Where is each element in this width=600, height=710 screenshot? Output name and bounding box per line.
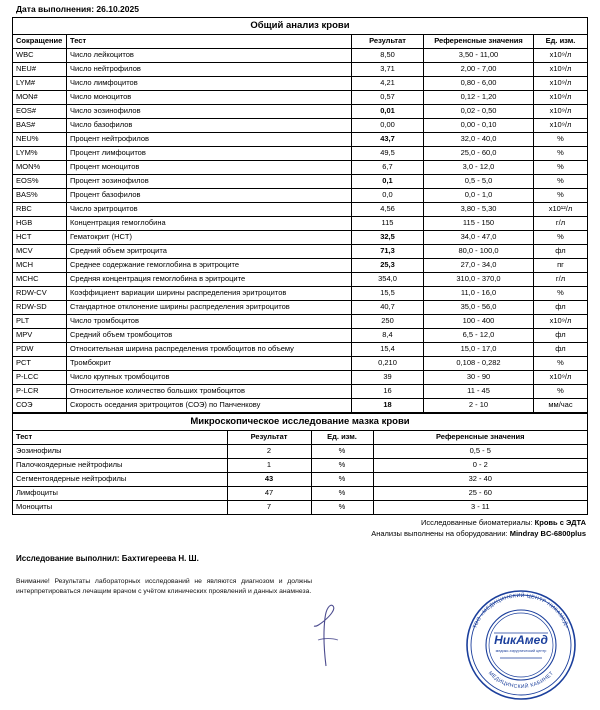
row-test: Относительное количество больших тромбоцитов xyxy=(67,385,352,399)
column-header-reference: Референсные значения xyxy=(424,35,534,49)
row-reference: 0 - 2 xyxy=(373,459,588,473)
row-test: Стандартное отклонение ширины распределения эритроцитов xyxy=(67,301,352,315)
row-result: 43,7 xyxy=(352,133,424,147)
row-unit: г/л xyxy=(534,273,588,287)
row-abbr: NEU# xyxy=(13,63,67,77)
row-abbr: MPV xyxy=(13,329,67,343)
row-result: 71,3 xyxy=(352,245,424,259)
column-header-unit: Ед. изм. xyxy=(534,35,588,49)
table-row xyxy=(13,343,588,357)
table-row xyxy=(13,217,588,231)
row-reference: 0,02 - 0,50 xyxy=(424,105,534,119)
row-reference: 27,0 - 34,0 xyxy=(424,259,534,273)
row-reference: 6,5 - 12,0 xyxy=(424,329,534,343)
row-unit: % xyxy=(534,357,588,371)
row-unit: х10⁹/л xyxy=(534,63,588,77)
table-row xyxy=(13,357,588,371)
row-test: Относительная ширина распределения тромбоцитов по объему xyxy=(67,343,352,357)
row-test: Сегментоядерные нейтрофилы xyxy=(13,473,228,487)
row-unit: % xyxy=(534,161,588,175)
row-unit: % xyxy=(534,231,588,245)
row-unit: % xyxy=(534,175,588,189)
table-row xyxy=(13,133,588,147)
table-row xyxy=(13,259,588,273)
row-abbr: MCH xyxy=(13,259,67,273)
row-abbr: LYM# xyxy=(13,77,67,91)
table-row xyxy=(13,147,588,161)
row-abbr: BAS# xyxy=(13,119,67,133)
row-test: Средняя концентрация гемоглобина в эритроците xyxy=(67,273,352,287)
row-result: 15,5 xyxy=(352,287,424,301)
row-abbr: BAS% xyxy=(13,189,67,203)
row-unit: х10⁹/л xyxy=(534,77,588,91)
table-row xyxy=(13,203,588,217)
row-result: 18 xyxy=(352,399,424,413)
svg-text:медико-хирургический центр: медико-хирургический центр xyxy=(495,649,547,653)
row-result: 0,0 xyxy=(352,189,424,203)
row-unit: фл xyxy=(534,343,588,357)
row-test: Моноциты xyxy=(13,501,228,515)
row-unit: % xyxy=(311,501,373,515)
row-reference: 0,5 - 5 xyxy=(373,445,588,459)
row-reference: 0,80 - 6,00 xyxy=(424,77,534,91)
row-abbr: EOS% xyxy=(13,175,67,189)
table-row xyxy=(13,105,588,119)
column-header-test: Тест xyxy=(67,35,352,49)
table-row xyxy=(13,329,588,343)
table-row xyxy=(13,119,588,133)
row-unit: х10¹²/л xyxy=(534,203,588,217)
row-reference: 30 - 90 xyxy=(424,371,534,385)
table-row xyxy=(13,301,588,315)
row-reference: 2 - 10 xyxy=(424,399,534,413)
row-reference: 3,0 - 12,0 xyxy=(424,161,534,175)
table-row xyxy=(13,161,588,175)
table-header-row xyxy=(13,431,588,445)
table-row xyxy=(13,385,588,399)
row-unit: х10⁹/л xyxy=(534,49,588,63)
biomaterial-line xyxy=(12,518,586,529)
signature xyxy=(308,600,348,670)
row-result: 250 xyxy=(352,315,424,329)
row-reference: 0,0 - 1,0 xyxy=(424,189,534,203)
row-result: 40,7 xyxy=(352,301,424,315)
row-unit: % xyxy=(311,445,373,459)
row-abbr: RDW-SD xyxy=(13,301,67,315)
table-row xyxy=(13,487,588,501)
row-test: Число лимфоцитов xyxy=(67,77,352,91)
table-row xyxy=(13,189,588,203)
row-reference: 0,108 - 0,282 xyxy=(424,357,534,371)
row-unit: % xyxy=(311,473,373,487)
row-result: 4,21 xyxy=(352,77,424,91)
row-result: 39 xyxy=(352,371,424,385)
row-abbr: RBC xyxy=(13,203,67,217)
row-unit: % xyxy=(311,487,373,501)
row-result: 1 xyxy=(227,459,311,473)
row-unit: х10⁹/л xyxy=(534,371,588,385)
row-unit: % xyxy=(534,133,588,147)
table-row xyxy=(13,459,588,473)
table-row xyxy=(13,49,588,63)
row-result: 25,3 xyxy=(352,259,424,273)
row-unit: фл xyxy=(534,301,588,315)
table-row xyxy=(13,501,588,515)
signature-icon xyxy=(308,600,348,670)
column-header-result: Результат xyxy=(352,35,424,49)
row-test: Среднее содержание гемоглобина в эритроците xyxy=(67,259,352,273)
row-unit: г/л xyxy=(534,217,588,231)
biomaterial-value: Кровь с ЭДТА xyxy=(534,518,586,527)
smear-analysis-title: Микроскопическое исследование мазка крови xyxy=(12,413,588,430)
svg-text:ТОО «МЕДИЦИНСКИЙ ЦЕНТР НИКАМЕД: ТОО «МЕДИЦИНСКИЙ ЦЕНТР НИКАМЕД» xyxy=(472,592,570,630)
row-test: Процент нейтрофилов xyxy=(67,133,352,147)
row-unit: фл xyxy=(534,329,588,343)
row-test: Число лейкоцитов xyxy=(67,49,352,63)
svg-text:НикАмед: НикАмед xyxy=(494,633,548,647)
row-result: 43 xyxy=(227,473,311,487)
row-abbr: MON% xyxy=(13,161,67,175)
row-unit: фл xyxy=(534,245,588,259)
row-reference: 34,0 - 47,0 xyxy=(424,231,534,245)
row-test: Процент моноцитов xyxy=(67,161,352,175)
row-reference: 32 - 40 xyxy=(373,473,588,487)
svg-text:МЕДИЦИНСКИЙ КАБИНЕТ: МЕДИЦИНСКИЙ КАБИНЕТ xyxy=(486,670,556,691)
row-result: 49,5 xyxy=(352,147,424,161)
row-unit: % xyxy=(534,189,588,203)
row-abbr: P-LCC xyxy=(13,371,67,385)
row-unit: х10⁹/л xyxy=(534,91,588,105)
row-test: Лимфоциты xyxy=(13,487,228,501)
table-row xyxy=(13,371,588,385)
column-header-reference: Референсные значения xyxy=(373,431,588,445)
row-reference: 2,00 - 7,00 xyxy=(424,63,534,77)
row-result: 115 xyxy=(352,217,424,231)
biomaterial-label: Исследованные биоматериалы: xyxy=(421,518,533,527)
row-abbr: PCT xyxy=(13,357,67,371)
blood-analysis-title: Общий анализ крови xyxy=(12,17,588,34)
row-reference: 80,0 - 100,0 xyxy=(424,245,534,259)
row-reference: 11,0 - 16,0 xyxy=(424,287,534,301)
column-header-result: Результат xyxy=(227,431,311,445)
table-row xyxy=(13,245,588,259)
row-abbr: СОЭ xyxy=(13,399,67,413)
equipment-value: Mindray BC-6800plus xyxy=(509,528,586,538)
table-row xyxy=(13,63,588,77)
row-reference: 32,0 - 40,0 xyxy=(424,133,534,147)
row-result: 47 xyxy=(227,487,311,501)
row-result: 8,50 xyxy=(352,49,424,63)
equipment-line xyxy=(12,529,586,540)
column-header-abbr: Сокращение xyxy=(13,35,67,49)
row-test: Число тромбоцитов xyxy=(67,315,352,329)
row-test: Эозинофилы xyxy=(13,445,228,459)
row-reference: 11 - 45 xyxy=(424,385,534,399)
row-abbr: NEU% xyxy=(13,133,67,147)
row-unit: х10⁹/л xyxy=(534,119,588,133)
row-result: 7 xyxy=(227,501,311,515)
row-result: 2 xyxy=(227,445,311,459)
table-row xyxy=(13,91,588,105)
row-test: Гематокрит (HCT) xyxy=(67,231,352,245)
organization-stamp xyxy=(456,586,586,704)
row-result: 0,210 xyxy=(352,357,424,371)
row-abbr: WBC xyxy=(13,49,67,63)
row-reference: 3,80 - 5,30 xyxy=(424,203,534,217)
table-row xyxy=(13,273,588,287)
execution-date: Дата выполнения: 26.10.2025 xyxy=(16,4,139,14)
row-result: 354,0 xyxy=(352,273,424,287)
row-abbr: HGB xyxy=(13,217,67,231)
row-unit: % xyxy=(534,385,588,399)
row-test: Средний объем тромбоцитов xyxy=(67,329,352,343)
row-test: Число крупных тромбоцитов xyxy=(67,371,352,385)
row-reference: 3,50 - 11,00 xyxy=(424,49,534,63)
equipment-label: Анализы выполнены на оборудовании: xyxy=(371,528,508,538)
table-row xyxy=(13,473,588,487)
table-row xyxy=(13,399,588,413)
row-abbr: RDW-CV xyxy=(13,287,67,301)
row-test: Коэффициент вариации ширины распределения эритроцитов xyxy=(67,287,352,301)
row-test: Средний объем эритроцита xyxy=(67,245,352,259)
row-abbr: MCV xyxy=(13,245,67,259)
row-result: 8,4 xyxy=(352,329,424,343)
row-reference: 15,0 - 17,0 xyxy=(424,343,534,357)
row-abbr: P-LCR xyxy=(13,385,67,399)
disclaimer-text: Внимание! Результаты лабораторных исследований не являются диагнозом и должны интерпретироваться лечащим врачом с учётом клинических проявлений и данных анамнеза. xyxy=(16,577,312,595)
row-abbr: LYM% xyxy=(13,147,67,161)
row-result: 32,5 xyxy=(352,231,424,245)
row-unit: % xyxy=(311,459,373,473)
row-abbr: HCT xyxy=(13,231,67,245)
row-reference: 0,5 - 5,0 xyxy=(424,175,534,189)
row-abbr: MON# xyxy=(13,91,67,105)
row-test: Скорость оседания эритроцитов (СОЭ) по Панченкову xyxy=(67,399,352,413)
table-row xyxy=(13,287,588,301)
row-unit: % xyxy=(534,287,588,301)
row-unit: х10⁹/л xyxy=(534,315,588,329)
row-test: Число моноцитов xyxy=(67,91,352,105)
table-row xyxy=(13,175,588,189)
table-row xyxy=(13,77,588,91)
row-result: 0,57 xyxy=(352,91,424,105)
column-header-test: Тест xyxy=(13,431,228,445)
row-result: 0,00 xyxy=(352,119,424,133)
row-abbr: MCHC xyxy=(13,273,67,287)
row-reference: 25,0 - 60,0 xyxy=(424,147,534,161)
blood-analysis-table xyxy=(12,34,588,413)
row-reference: 100 - 400 xyxy=(424,315,534,329)
row-result: 0,1 xyxy=(352,175,424,189)
row-test: Число эозинофилов xyxy=(67,105,352,119)
row-test: Процент лимфоцитов xyxy=(67,147,352,161)
row-unit: % xyxy=(534,147,588,161)
row-test: Палочкоядерные нейтрофилы xyxy=(13,459,228,473)
row-unit: мм/час xyxy=(534,399,588,413)
table-row xyxy=(13,315,588,329)
stamp-icon xyxy=(456,586,586,704)
row-reference: 35,0 - 56,0 xyxy=(424,301,534,315)
row-reference: 115 - 150 xyxy=(424,217,534,231)
row-unit: х10⁹/л xyxy=(534,105,588,119)
row-abbr: EOS# xyxy=(13,105,67,119)
performer-line: Исследование выполнил: Бахтигереева Н. Ш. xyxy=(16,553,199,563)
row-reference: 310,0 - 370,0 xyxy=(424,273,534,287)
smear-analysis-table xyxy=(12,430,588,515)
table-row xyxy=(13,445,588,459)
table-row xyxy=(13,231,588,245)
row-test: Число нейтрофилов xyxy=(67,63,352,77)
row-result: 15,4 xyxy=(352,343,424,357)
row-test: Тромбокрит xyxy=(67,357,352,371)
row-result: 6,7 xyxy=(352,161,424,175)
row-reference: 3 - 11 xyxy=(373,501,588,515)
row-result: 0,01 xyxy=(352,105,424,119)
row-test: Концентрация гемоглобина xyxy=(67,217,352,231)
row-abbr: PLT xyxy=(13,315,67,329)
row-test: Процент базофилов xyxy=(67,189,352,203)
row-test: Число эритроцитов xyxy=(67,203,352,217)
row-abbr: PDW xyxy=(13,343,67,357)
row-result: 3,71 xyxy=(352,63,424,77)
column-header-unit: Ед. изм. xyxy=(311,431,373,445)
row-reference: 0,12 - 1,20 xyxy=(424,91,534,105)
row-reference: 0,00 - 0,10 xyxy=(424,119,534,133)
row-test: Число базофилов xyxy=(67,119,352,133)
row-unit: пг xyxy=(534,259,588,273)
table-header-row xyxy=(13,35,588,49)
row-reference: 25 - 60 xyxy=(373,487,588,501)
row-test: Процент эозинофилов xyxy=(67,175,352,189)
row-result: 16 xyxy=(352,385,424,399)
row-result: 4,56 xyxy=(352,203,424,217)
footer-meta xyxy=(12,515,588,540)
